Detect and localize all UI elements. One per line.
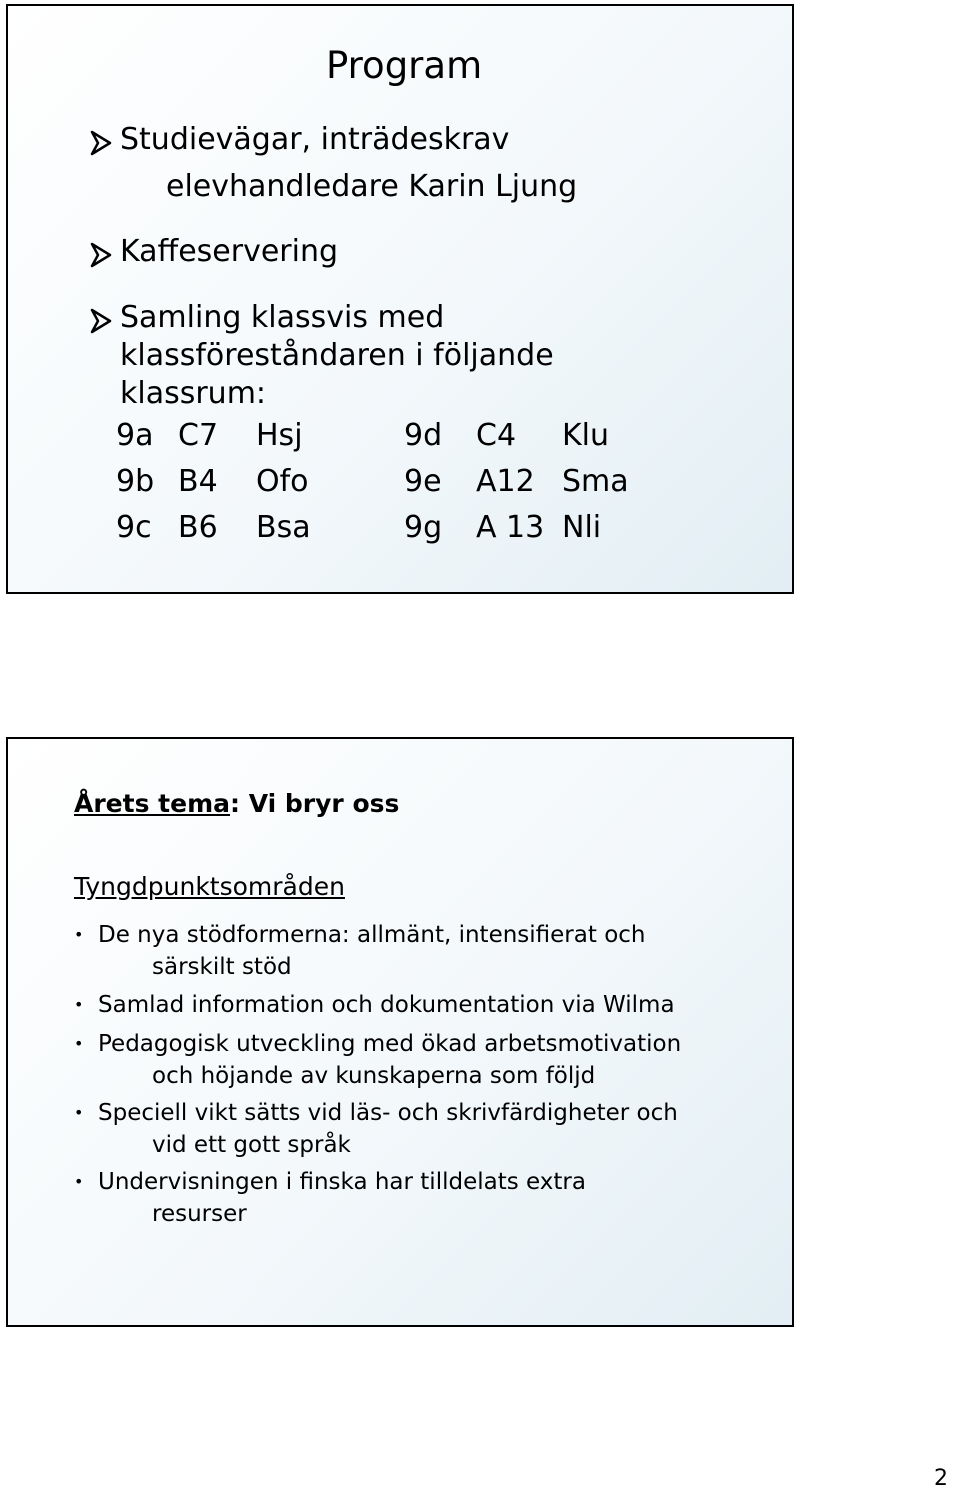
bullet-dot-icon: •	[74, 1034, 84, 1053]
focus-areas-heading: Tyngdpunktsområden	[74, 872, 345, 901]
page-number: 2	[934, 1466, 948, 1491]
room-cell: B6	[178, 510, 218, 545]
list-item	[74, 1166, 586, 1230]
teacher-cell: Klu	[562, 418, 610, 453]
teacher-cell: Sma	[562, 464, 629, 499]
class-cell: 9d	[404, 418, 443, 453]
list-item-text: Samlad information och dokumentation via Wilma	[98, 992, 675, 1018]
room-cell: C4	[476, 418, 517, 453]
class-cell: 9g	[404, 510, 443, 545]
teacher-cell: Bsa	[256, 510, 311, 545]
list-item-text-cont: vid ett gott språk	[152, 1132, 351, 1158]
slide-program	[6, 4, 794, 594]
teacher-cell: Nli	[562, 510, 602, 545]
arrow-bullet-icon	[88, 128, 118, 158]
bullet-dot-icon: •	[74, 1172, 84, 1191]
bullet-studievagar: Studievägar, inträdeskrav	[120, 122, 510, 157]
bullet-dot-icon: •	[74, 1103, 84, 1122]
list-item-text-cont: särskilt stöd	[152, 954, 292, 980]
room-cell: C7	[178, 418, 219, 453]
room-cell: A 13	[476, 510, 545, 545]
room-cell: A12	[476, 464, 535, 499]
room-cell: B4	[178, 464, 218, 499]
class-cell: 9e	[404, 464, 442, 499]
theme-colon: :	[230, 789, 240, 818]
list-item	[74, 1097, 678, 1161]
theme-value: Vi bryr oss	[248, 789, 400, 818]
teacher-cell: Ofo	[256, 464, 309, 499]
list-item-text: Pedagogisk utveckling med ökad arbetsmotivation	[98, 1031, 682, 1057]
list-item-text: Undervisningen i finska har tilldelats extra	[98, 1169, 586, 1195]
list-item	[74, 919, 646, 983]
bullet-samling: Samling klassvis med	[120, 300, 445, 335]
slide-title: Program	[326, 44, 483, 87]
class-cell: 9a	[116, 418, 154, 453]
teacher-cell: Hsj	[256, 418, 303, 453]
class-cell: 9b	[116, 464, 155, 499]
arrow-bullet-icon	[88, 240, 118, 270]
list-item-text: De nya stödformerna: allmänt, intensifierat och	[98, 922, 646, 948]
theme-line	[74, 789, 399, 818]
list-item-text-cont: resurser	[152, 1201, 247, 1227]
classroom-table	[116, 418, 652, 556]
class-cell: 9c	[116, 510, 152, 545]
list-item-text: Speciell vikt sätts vid läs- och skrivfärdigheter och	[98, 1100, 678, 1126]
bullet-dot-icon: •	[74, 995, 84, 1014]
bullet-dot-icon: •	[74, 925, 84, 944]
bullet-studievagar-cont: elevhandledare Karin Ljung	[166, 169, 578, 204]
theme-label: Årets tema	[74, 789, 230, 818]
arrow-bullet-icon	[88, 306, 118, 336]
bullet-samling-cont2: klassrum:	[120, 376, 267, 411]
list-item	[74, 1028, 682, 1092]
list-item-text-cont: och höjande av kunskaperna som följd	[152, 1063, 596, 1089]
bullet-samling-cont1: klassföreståndaren i följande	[120, 338, 554, 373]
bullet-kaffeservering: Kaffeservering	[120, 234, 339, 269]
slide-arets-tema	[6, 737, 794, 1327]
list-item	[74, 989, 675, 1021]
